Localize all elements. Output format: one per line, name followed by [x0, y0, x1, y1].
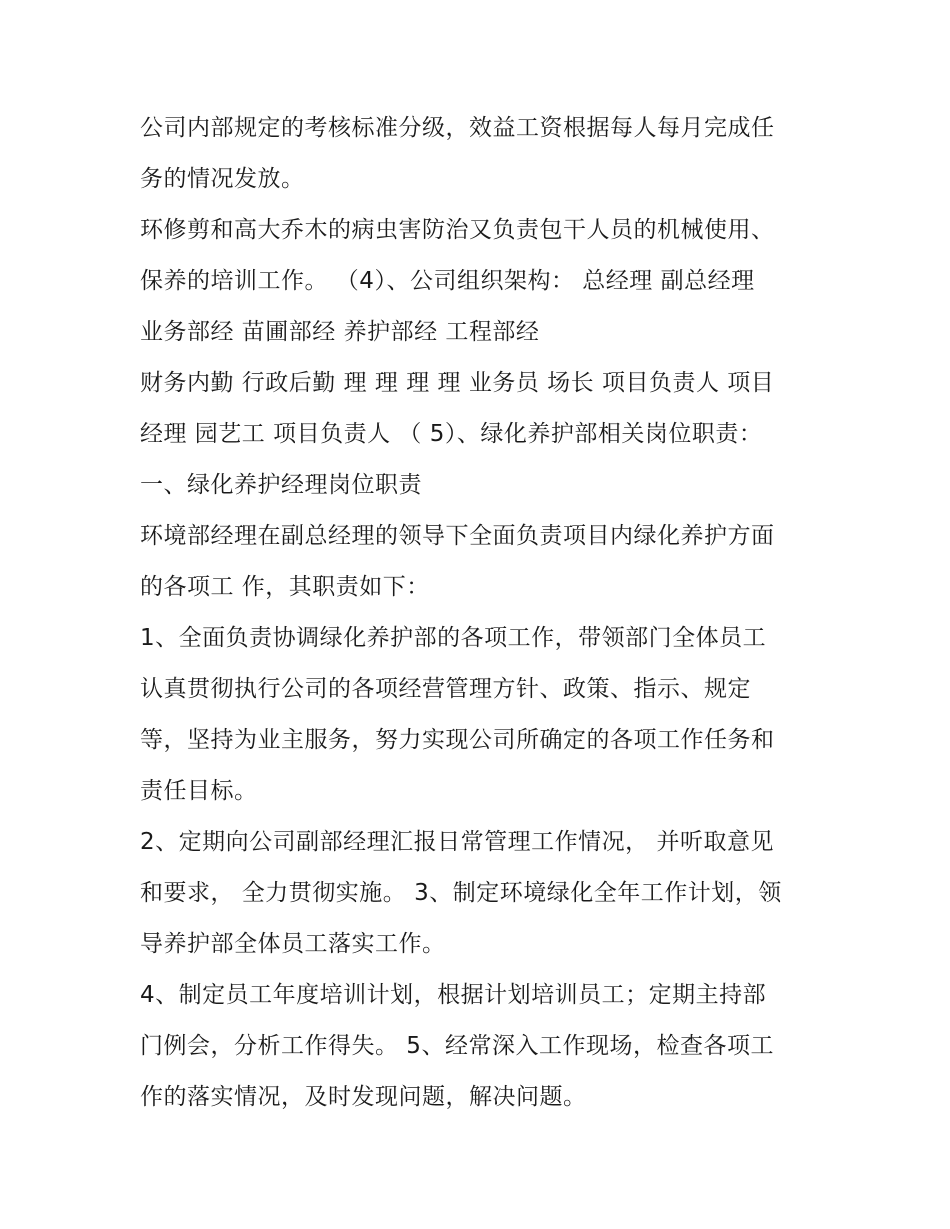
text-line: 公司内部规定的考核标准分级，效益工资根据每人每月完成任 — [140, 115, 775, 141]
text-line: 财务内勤 行政后勤 理 理 理 理 业务员 场长 项目负责人 项目 — [140, 370, 775, 396]
paragraph — [140, 103, 820, 205]
text-line: 门例会，分析工作得失。 5、经常深入工作现场，检查各项工 — [140, 1033, 774, 1059]
paragraph — [140, 970, 820, 1123]
text-line: 环境部经理在副总经理的领导下全面负责项目内绿化养护方面 — [140, 523, 775, 549]
text-line: 导养护部全体员工落实工作。 — [140, 931, 446, 957]
text-line: 保养的培训工作。 （4）、公司组织架构： 总经理 副总经理 — [140, 268, 755, 294]
text-line: 业务部经 苗圃部经 养护部经 工程部经 — [140, 319, 540, 345]
text-line: 和要求， 全力贯彻实施。 3、制定环境绿化全年工作计划，领 — [140, 880, 782, 906]
text-line: 1、全面负责协调绿化养护部的各项工作，带领部门全体员工 — [140, 625, 767, 651]
paragraph — [140, 613, 820, 817]
text-line: 2、定期向公司副部经理汇报日常管理工作情况， 并听取意见 — [140, 829, 774, 855]
paragraph — [140, 205, 820, 358]
paragraph — [140, 358, 820, 511]
paragraph — [140, 511, 820, 613]
text-line: 责任目标。 — [140, 778, 258, 804]
text-line: 的各项工 作，其职责如下： — [140, 574, 430, 600]
document-body — [140, 103, 820, 1123]
text-line: 4、制定员工年度培训计划，根据计划培训员工；定期主持部 — [140, 982, 767, 1008]
text-line: 环修剪和高大乔木的病虫害防治又负责包干人员的机械使用、 — [140, 217, 775, 243]
text-line: 务的情况发放。 — [140, 166, 305, 192]
section-heading: 一、绿化养护经理岗位职责 — [140, 472, 422, 498]
text-line: 作的落实情况，及时发现问题，解决问题。 — [140, 1084, 587, 1110]
text-line: 等，坚持为业主服务，努力实现公司所确定的各项工作任务和 — [140, 727, 775, 753]
text-line: 认真贯彻执行公司的各项经营管理方针、政策、指示、规定 — [140, 676, 751, 702]
text-line: 经理 园艺工 项目负责人 （ 5）、绿化养护部相关岗位职责： — [140, 421, 763, 447]
paragraph — [140, 817, 820, 970]
